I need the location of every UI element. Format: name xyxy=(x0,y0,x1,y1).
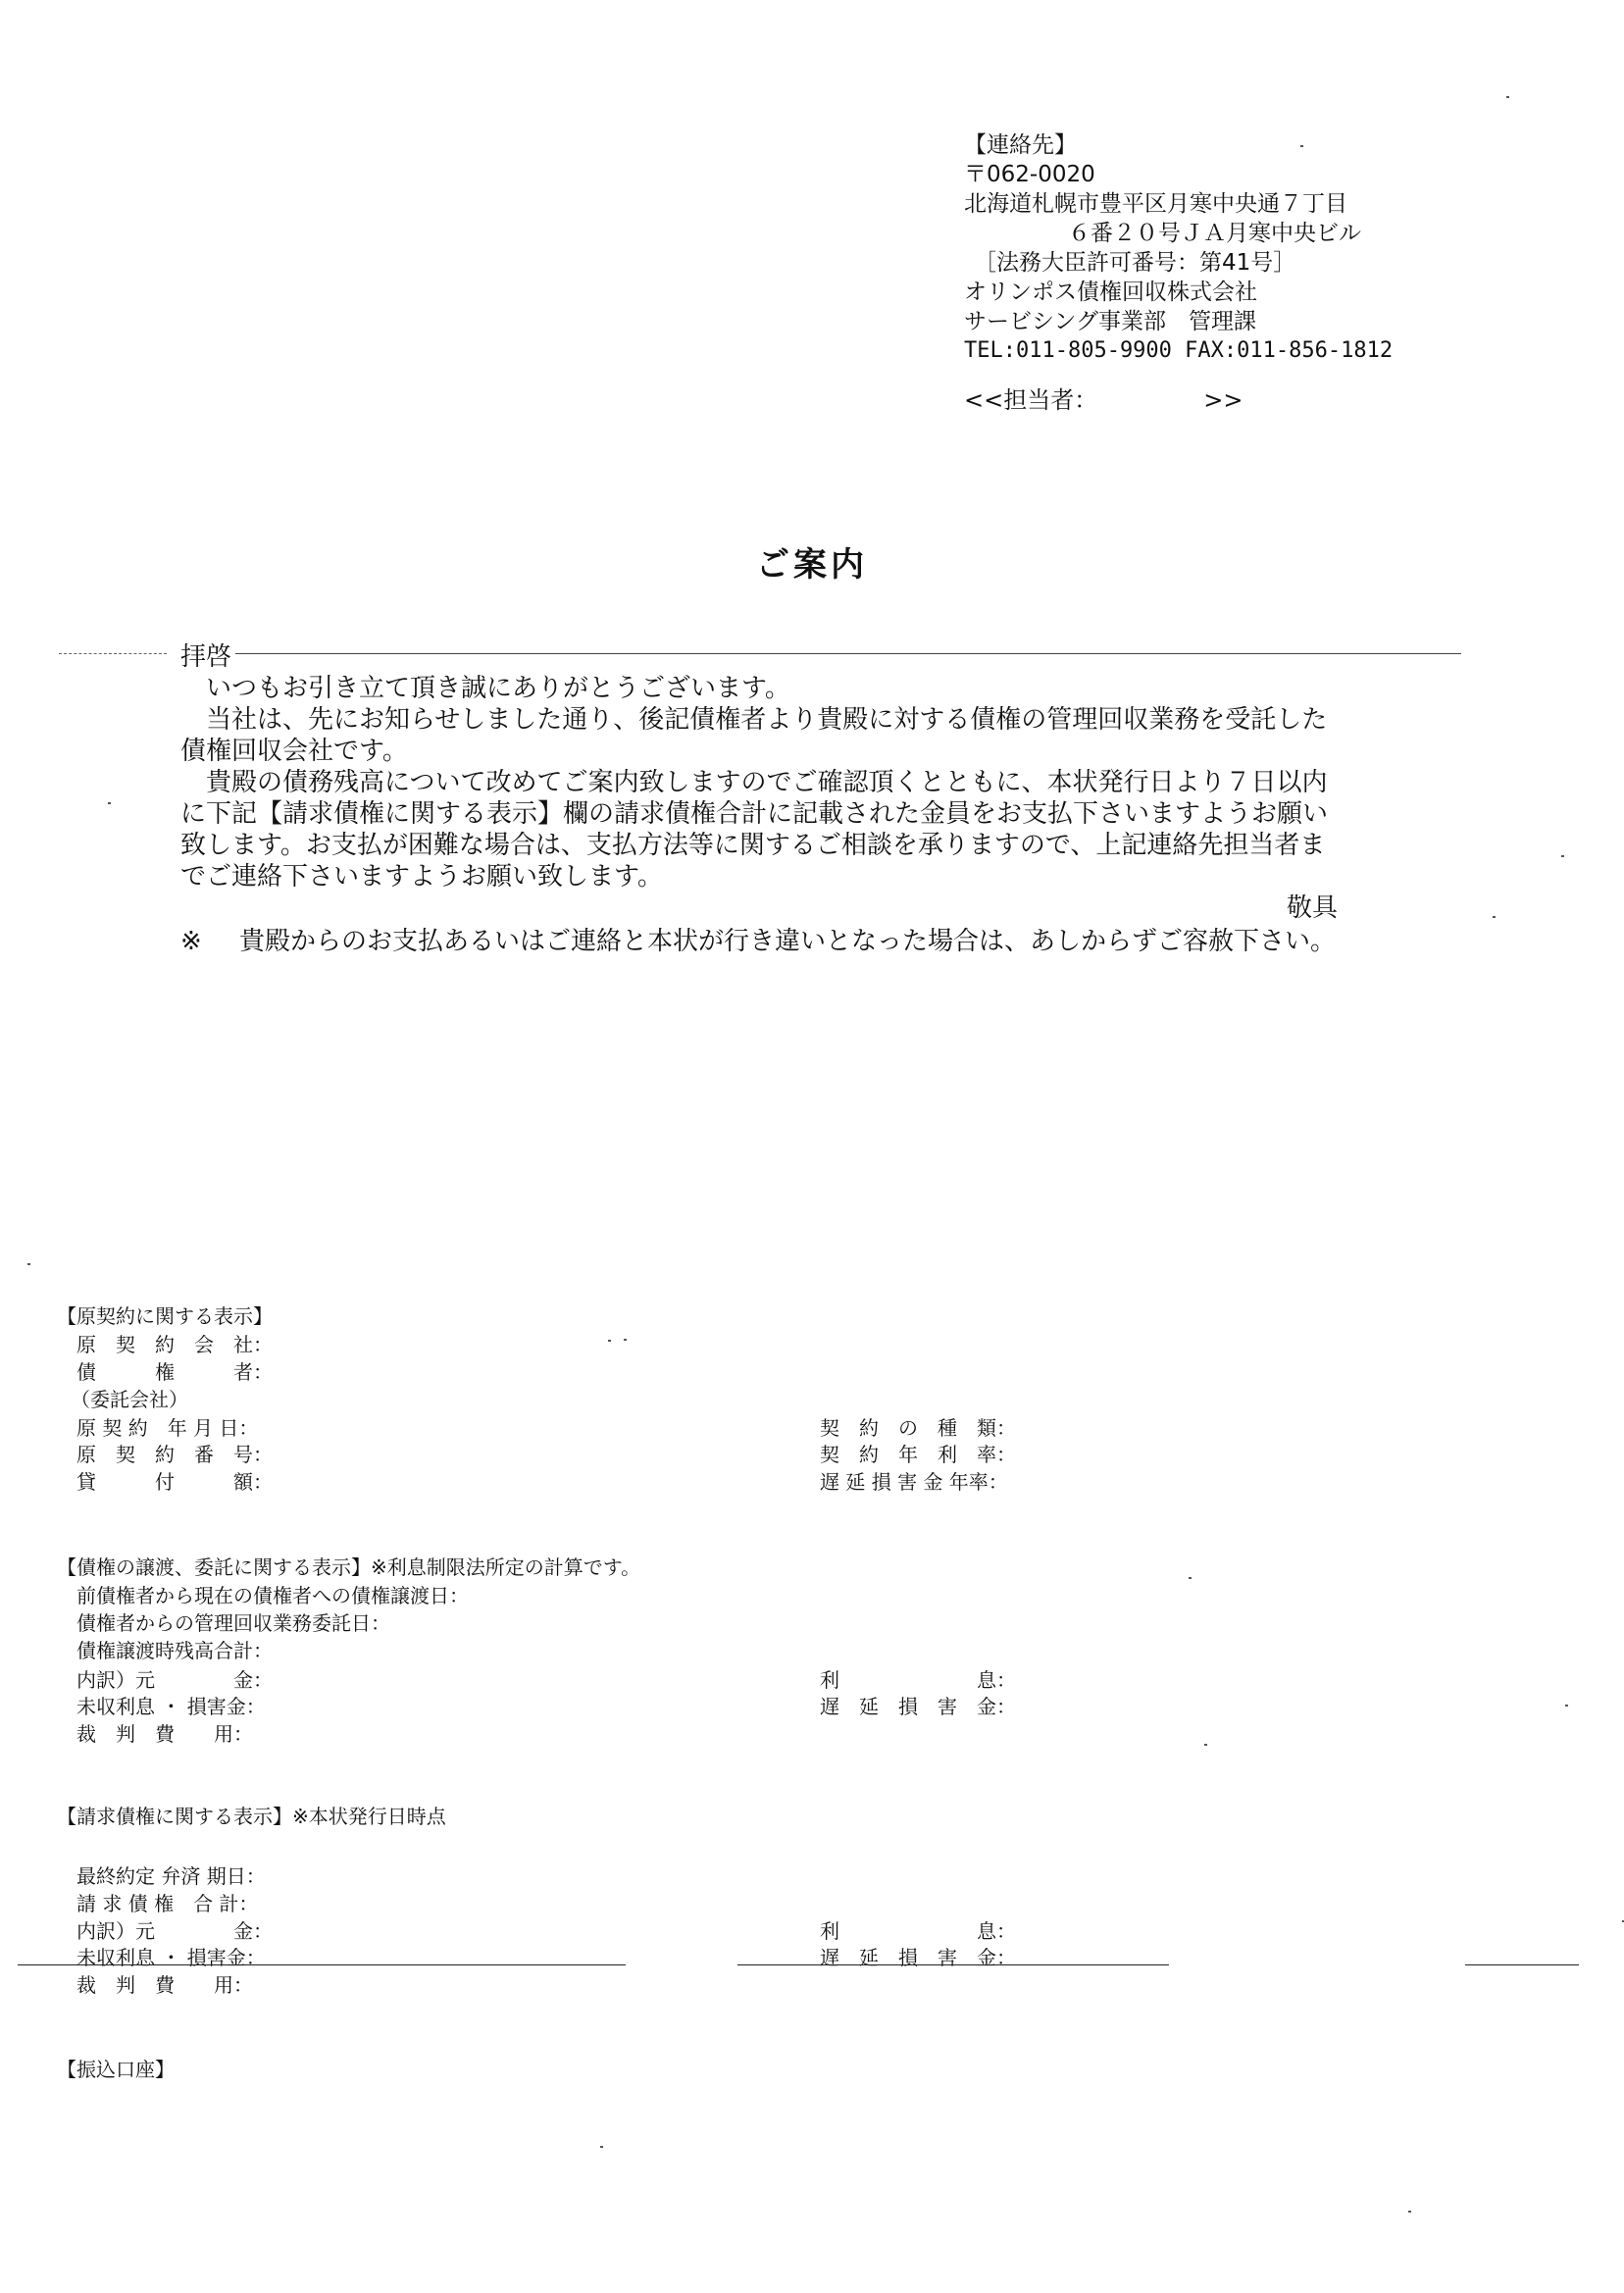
transfer-interest-label: 利 息： xyxy=(820,1668,1016,1692)
scan-speck xyxy=(608,1340,611,1342)
last-payment-label: 最終約定 弁済 期日： xyxy=(76,1864,266,1888)
scan-speck xyxy=(1561,855,1564,857)
transfer-principal-label: 内訳）元 金： xyxy=(76,1668,273,1692)
scan-speck xyxy=(108,802,111,804)
scan-speck xyxy=(1408,2211,1411,2213)
contact-address1: 北海道札幌市豊平区月寒中央通７丁目 xyxy=(964,191,1347,217)
letter-closing: 敬具 xyxy=(1286,893,1338,923)
claim-principal-label: 内訳）元 金： xyxy=(76,1919,273,1943)
scan-speck xyxy=(1300,145,1303,147)
contract-type-label: 契 約 の 種 類： xyxy=(820,1416,1016,1440)
scan-speck xyxy=(27,1263,30,1265)
contact-company: オリンポス債権回収株式会社 xyxy=(964,280,1257,305)
contact-address2: ６番２０号ＪＡ月寒中央ビル xyxy=(1068,221,1361,246)
fold-line-center xyxy=(737,1964,1169,1965)
contact-heading: 【連絡先】 xyxy=(964,132,1077,158)
scan-speck xyxy=(1565,1705,1568,1707)
scan-speck xyxy=(1189,1577,1192,1579)
contact-license: ［法務大臣許可番号：第41号］ xyxy=(974,250,1296,276)
delegation-date-label: 債権者からの管理回収業務委託日： xyxy=(76,1611,390,1635)
scan-speck xyxy=(1493,916,1496,918)
transfer-unpaid-label: 未収利息 ・ 損害金： xyxy=(76,1695,266,1718)
claim-total-label: 請 求 債 権 合 計： xyxy=(76,1892,259,1915)
transfer-court-label: 裁 判 費 用： xyxy=(76,1722,253,1746)
transfer-heading: 【債権の譲渡、委託に関する表示】※利息制限法所定の計算です。 xyxy=(57,1555,641,1579)
creditor-label: 債 権 者： xyxy=(76,1360,273,1384)
transfer-damages-label: 遅 延 損 害 金： xyxy=(820,1695,1016,1718)
claim-unpaid-label: 未収利息 ・ 損害金： xyxy=(76,1946,266,1969)
contact-tel-fax: TEL:011-805-9900 FAX:011-856-1812 xyxy=(964,338,1394,363)
letter-paragraph-2: 当社は、先にお知らせしました通り、後記債権者より貴殿に対する債権の管理回収業務を受託した債権回収会社です。 xyxy=(180,705,1328,766)
contact-person: <<担当者： >> xyxy=(964,386,1243,414)
claim-court-label: 裁 判 費 用： xyxy=(76,1973,253,1997)
contact-department: サービシング事業部 管理課 xyxy=(964,309,1256,334)
scan-speck xyxy=(1506,96,1509,98)
fold-line-right xyxy=(1465,1964,1579,1965)
bank-heading: 【振込口座】 xyxy=(57,2058,175,2081)
claim-interest-label: 利 息： xyxy=(820,1919,1016,1943)
contract-number-label: 原 契 約 番 号： xyxy=(76,1443,273,1466)
claim-damages-label: 遅 延 損 害 金： xyxy=(820,1946,1016,1969)
fold-line-left xyxy=(18,1964,626,1965)
scan-speck xyxy=(624,1339,627,1341)
contract-rate-label: 契 約 年 利 率： xyxy=(820,1443,1016,1466)
scan-speck xyxy=(1204,1744,1207,1746)
note-text: 貴殿からのお支払あるいはご連絡と本状が行き違いとなった場合は、あしからずご容赦下さい。 xyxy=(239,927,1337,956)
original-contract-heading: 【原契約に関する表示】 xyxy=(57,1304,273,1328)
letter-opening: 拝啓 xyxy=(180,642,232,672)
creditor-note: （委託会社） xyxy=(71,1388,188,1411)
letter-note xyxy=(180,926,1338,957)
claim-heading: 【請求債権に関する表示】※本状発行日時点 xyxy=(57,1805,446,1828)
scan-speck xyxy=(600,2146,603,2148)
contract-date-label: 原 契 約 年 月 日： xyxy=(76,1416,259,1440)
page-title: ご案内 xyxy=(756,545,868,585)
letter-body xyxy=(180,641,1338,957)
note-mark: ※ xyxy=(180,927,202,956)
letter-paragraph-3: 貴殿の債務残高について改めてご案内致しますのでご確認頂くとともに、本状発行日より７日以内に下記【請求債権に関する表示】欄の請求債権合計に記載された金員をお支払下さいますようお願い致します。お支払が困難な場合は、支払方法等に関するご相談を承りますので、上記連絡先担当者までご連絡下さいますようお願い致します。 xyxy=(180,768,1329,892)
transfer-date-label: 前債権者から現在の債権者への債権譲渡日： xyxy=(76,1584,469,1607)
contact-block xyxy=(964,130,1393,415)
letter-paragraph-1: いつもお引き立て頂き誠にありがとうございます。 xyxy=(206,674,790,703)
late-rate-label: 遅 延 損 害 金 年率： xyxy=(820,1470,1008,1494)
original-company-label: 原 契 約 会 社： xyxy=(76,1333,273,1356)
balance-total-label: 債権譲渡時残高合計： xyxy=(76,1639,273,1662)
contact-postal: 〒062-0020 xyxy=(964,162,1095,187)
scan-line-left xyxy=(59,653,167,654)
loan-amount-label: 貸 付 額： xyxy=(76,1470,273,1494)
